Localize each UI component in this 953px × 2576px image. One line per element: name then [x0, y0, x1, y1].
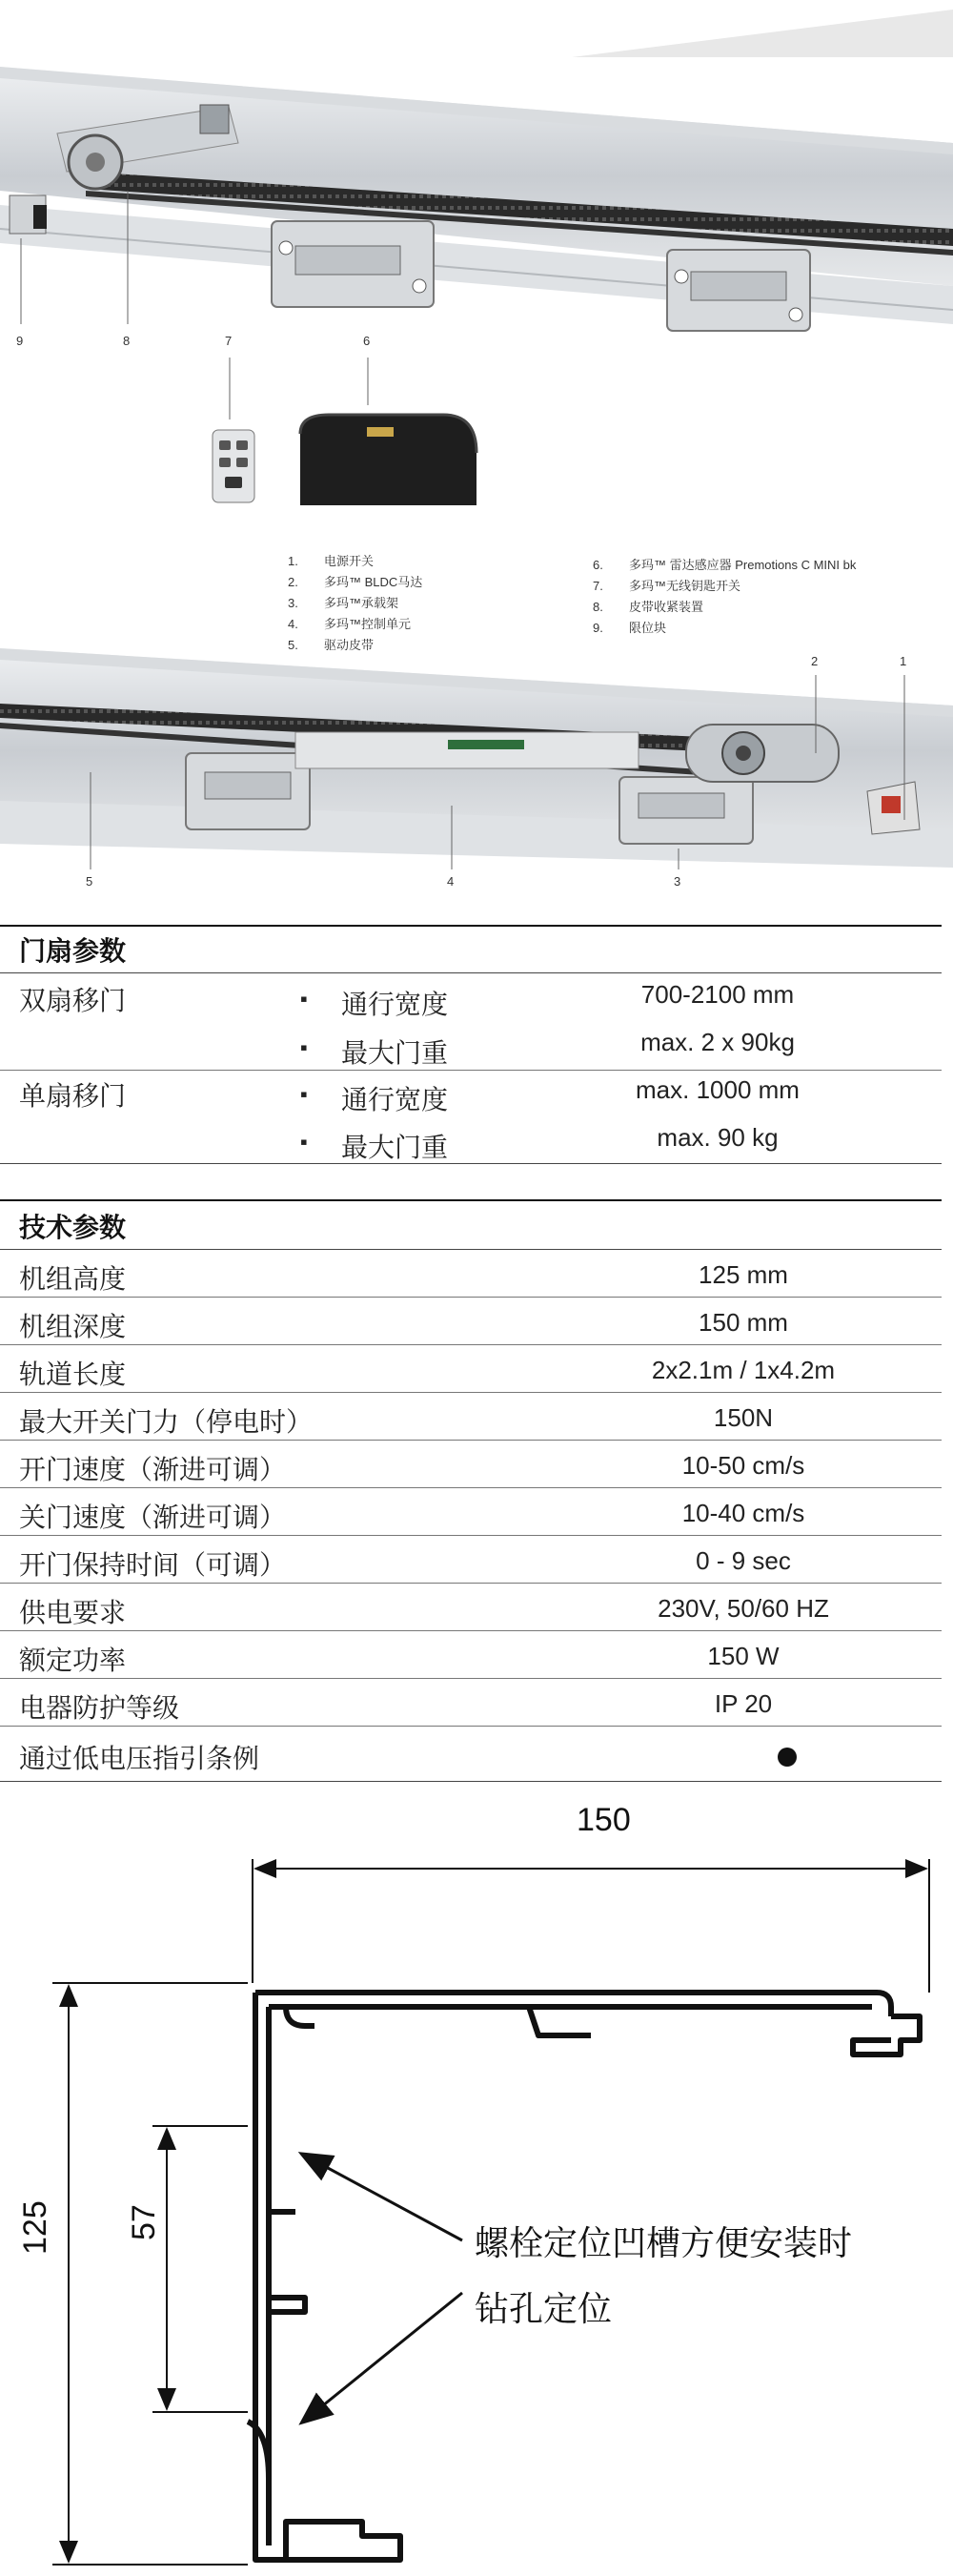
param-label: 最大门重 — [341, 1038, 449, 1068]
tech-label: 最大开关门力（停电时） — [19, 1407, 314, 1437]
table-rule — [0, 1583, 942, 1584]
legend-item: 9. 限位块 — [593, 621, 667, 635]
legend-item: 8. 皮带收紧装置 — [593, 600, 704, 614]
table-rule — [0, 1630, 942, 1631]
tech-value: 10-40 cm/s — [681, 1499, 805, 1527]
param-label: 通行宽度 — [341, 1085, 449, 1114]
tech-value: 230V, 50/60 HZ — [658, 1594, 829, 1623]
legend-item: 1. 电源开关 — [288, 554, 375, 568]
bottom-leader-lines — [0, 667, 953, 877]
tech-label: 供电要求 — [19, 1598, 127, 1627]
remote-key-illustration — [212, 429, 255, 503]
tech-label: 关门速度（渐进可调） — [19, 1503, 287, 1532]
tech-label: 通过低电压指引条例 — [19, 1744, 260, 1773]
bullet: ▪ — [300, 1035, 308, 1059]
legend-item: 3. 多玛™承载架 — [288, 596, 399, 610]
table-rule — [0, 972, 942, 973]
section-title: 技术参数 — [19, 1213, 127, 1242]
tech-value: 125 mm — [699, 1260, 788, 1289]
tech-label: 机组高度 — [19, 1264, 127, 1294]
callout-1: 1 — [900, 654, 907, 668]
legend-item: 2. 多玛™ BLDC马达 — [288, 575, 423, 589]
profile-note-line1: 螺栓定位凹槽方便安装时 — [475, 2223, 853, 2262]
section-title: 门扇参数 — [19, 936, 127, 966]
tech-value: IP 20 — [714, 1689, 773, 1718]
bullet: ▪ — [300, 1130, 308, 1154]
table-rule — [0, 1392, 942, 1393]
table-rule — [0, 1297, 942, 1298]
dim-groove-label: 57 — [126, 2204, 162, 2240]
bullet: ▪ — [300, 1082, 308, 1106]
table-rule — [0, 1535, 942, 1536]
dim-height-label: 125 — [17, 2200, 53, 2255]
param-value: max. 1000 mm — [636, 1075, 800, 1104]
legend-item: 6. 多玛™ 雷达感应器 Premotions C MINI bk — [593, 558, 857, 572]
compliance-dot-icon — [778, 1748, 797, 1767]
table-rule — [0, 1678, 942, 1679]
profile-note-line2: 钻孔定位 — [475, 2289, 613, 2328]
table-rule — [0, 925, 942, 927]
callout-5: 5 — [86, 874, 93, 889]
table-rule — [0, 1249, 942, 1250]
param-value: max. 2 x 90kg — [640, 1028, 795, 1056]
callout-3: 3 — [674, 874, 681, 889]
param-value: max. 90 kg — [657, 1123, 779, 1152]
dim-width-label: 150 — [577, 1802, 631, 1838]
tech-value: 150 W — [707, 1642, 780, 1670]
table-rule — [0, 1344, 942, 1345]
callout-4: 4 — [447, 874, 455, 889]
param-value: 700-2100 mm — [640, 980, 795, 1009]
tech-label: 额定功率 — [19, 1646, 127, 1675]
legend-item: 4. 多玛™控制单元 — [288, 617, 412, 631]
table-rule — [0, 1163, 942, 1164]
tech-label: 开门速度（渐进可调） — [19, 1455, 287, 1484]
tech-value: 0 - 9 sec — [696, 1546, 791, 1575]
profile-cross-section — [0, 1811, 953, 2576]
legend-item: 7. 多玛™无线钥匙开关 — [593, 579, 741, 593]
tech-label: 开门保持时间（可调） — [19, 1550, 287, 1580]
param-label: 最大门重 — [341, 1133, 449, 1162]
bullet: ▪ — [300, 987, 308, 1011]
group-name: 单扇移门 — [19, 1081, 127, 1111]
callout-9: 9 — [16, 334, 24, 348]
tech-label: 轨道长度 — [19, 1360, 127, 1389]
tech-label: 机组深度 — [19, 1312, 127, 1341]
callout-2: 2 — [811, 654, 819, 668]
callout-8: 8 — [123, 334, 131, 348]
callout-6: 6 — [363, 334, 371, 348]
tech-value: 2x2.1m / 1x4.2m — [651, 1356, 836, 1384]
tech-value: 10-50 cm/s — [681, 1451, 805, 1480]
table-rule — [0, 1487, 942, 1488]
tech-value: 150 mm — [699, 1308, 788, 1337]
radar-sensor-illustration — [291, 410, 481, 510]
tech-label: 电器防护等级 — [19, 1693, 180, 1723]
table-rule — [0, 1199, 942, 1201]
table-rule — [0, 1726, 942, 1727]
table-rule — [0, 1781, 942, 1782]
table-rule — [0, 1440, 942, 1441]
table-rule — [0, 1070, 942, 1071]
legend-item: 5. 驱动皮带 — [288, 638, 375, 652]
tech-value: 150N — [713, 1403, 774, 1432]
param-label: 通行宽度 — [341, 990, 449, 1019]
callout-7: 7 — [225, 334, 233, 348]
group-name: 双扇移门 — [19, 986, 127, 1015]
